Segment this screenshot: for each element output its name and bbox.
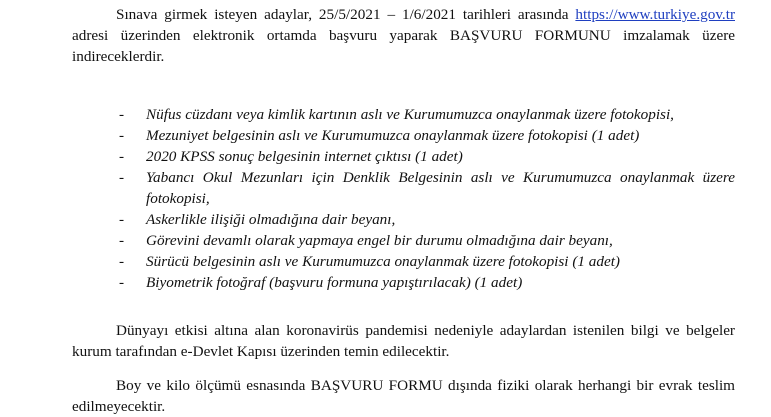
- list-bullet: -: [119, 148, 125, 165]
- list-item: - Nüfus cüzdanı veya kimlik kartının aslı ve Kurumumuzca onaylanmak üzere fotokopisi,: [119, 106, 674, 123]
- list-bullet: -: [119, 106, 125, 123]
- list-item: - Biyometrik fotoğraf (başvuru formuna yapıştırılacak) (1 adet): [119, 274, 523, 291]
- intro-paragraph: [72, 4, 735, 67]
- list-bullet: -: [119, 127, 125, 144]
- list-item: - Görevini devamlı olarak yapmaya engel bir durumu olmadığına dair beyanı,: [119, 232, 613, 249]
- list-item: - Sürücü belgesinin aslı ve Kurumumuzca onaylanmak üzere fotokopisi (1 adet): [119, 253, 620, 270]
- list-bullet: -: [119, 274, 125, 291]
- measurement-paragraph: Boy ve kilo ölçümü esnasında BAŞVURU FORMU dışında fiziki olarak herhangi bir evrak teslim edilmeyecektir.: [72, 377, 735, 415]
- required-documents-list: [72, 104, 735, 293]
- turkiye-gov-link[interactable]: https://www.turkiye.gov.tr: [575, 6, 735, 23]
- intro-text-start: Sınava girmek isteyen adaylar, 25/5/2021 – 1/6/2021 tarihleri arasında: [116, 6, 576, 23]
- list-item: - Mezuniyet belgesinin aslı ve Kurumumuzca onaylanmak üzere fotokopisi (1 adet): [119, 127, 640, 144]
- list-item: - Askerlikle ilişiği olmadığına dair beyanı,: [119, 211, 396, 228]
- list-item: - Yabancı Okul Mezunları için Denklik Belgesinin aslı ve Kurumumuzca onaylanmak üzere fotokopisi,: [119, 169, 735, 207]
- list-item: - 2020 KPSS sonuç belgesinin internet çıktısı (1 adet): [119, 148, 463, 165]
- intro-text-end: adresi üzerinden elektronik ortamda başvuru yaparak BAŞVURU FORMUNU imzalamak üzere indireceklerdir.: [72, 27, 735, 65]
- list-bullet: -: [119, 211, 125, 228]
- list-bullet: -: [119, 232, 125, 249]
- list-bullet: -: [119, 253, 125, 270]
- list-bullet: -: [119, 169, 125, 186]
- pandemic-paragraph: Dünyayı etkisi altına alan koronavirüs pandemisi nedeniyle adaylardan istenilen bilgi ve belgeler kurum tarafından e-Devlet Kapısı üzerinden temin edilecektir.: [72, 322, 735, 360]
